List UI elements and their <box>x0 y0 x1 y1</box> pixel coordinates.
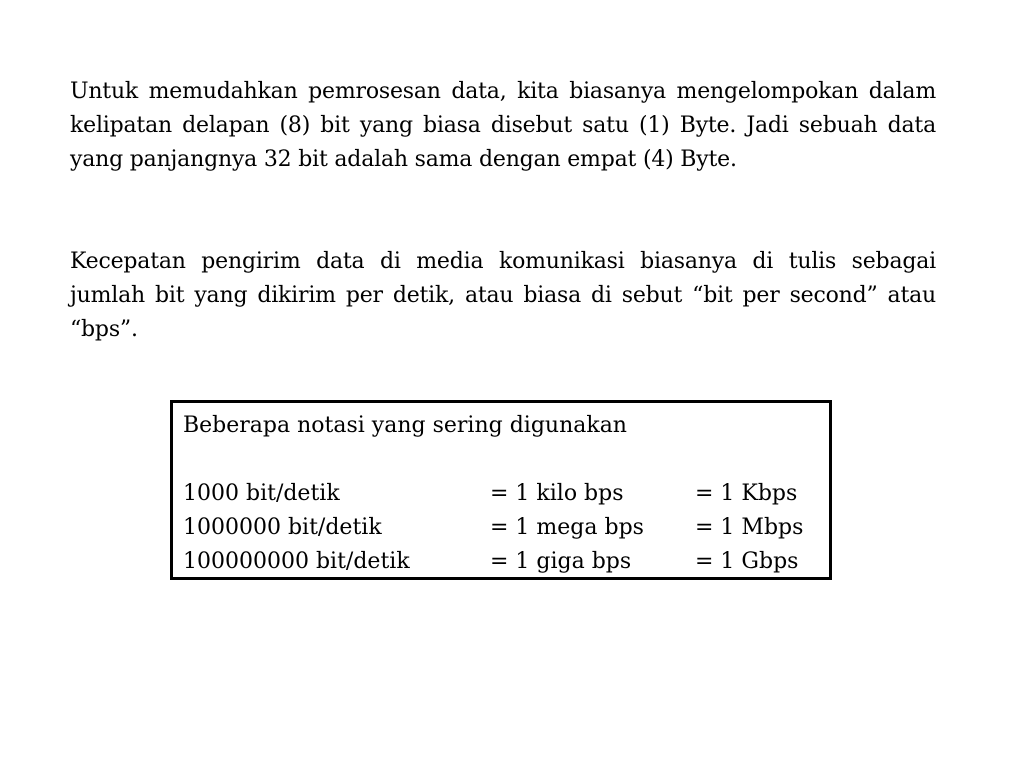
notation-unit-name: = 1 giga bps <box>490 549 632 574</box>
notation-rate: 1000 bit/detik <box>183 481 340 506</box>
notation-row-mega <box>183 511 819 545</box>
notation-rate: 100000000 bit/detik <box>183 549 410 574</box>
notation-unit-abbr: = 1 Gbps <box>695 549 799 574</box>
notation-box-title: Beberapa notasi yang sering digunakan <box>183 413 627 438</box>
notation-rate: 1000000 bit/detik <box>183 515 382 540</box>
notation-unit-name: = 1 kilo bps <box>490 481 624 506</box>
notation-unit-abbr: = 1 Mbps <box>695 515 804 540</box>
notation-box <box>170 400 832 580</box>
notation-row-kilo <box>183 477 819 511</box>
paragraph-bps-definition: Kecepatan pengirim data di media komunikasi biasanya di tulis sebagai jumlah bit yang dikirim per detik, atau biasa di sebut “bit per second” atau “bps”. <box>70 249 936 342</box>
notation-unit-abbr: = 1 Kbps <box>695 481 798 506</box>
paragraph-byte-definition: Untuk memudahkan pemrosesan data, kita biasanya mengelompokan dalam kelipatan delapan (8) bit yang biasa disebut satu (1) Byte. Jadi sebuah data yang panjangnya 32 bit adalah sama dengan empat (4) Byte. <box>70 79 936 172</box>
notation-unit-name: = 1 mega bps <box>490 515 644 540</box>
notation-row-giga <box>183 545 819 579</box>
